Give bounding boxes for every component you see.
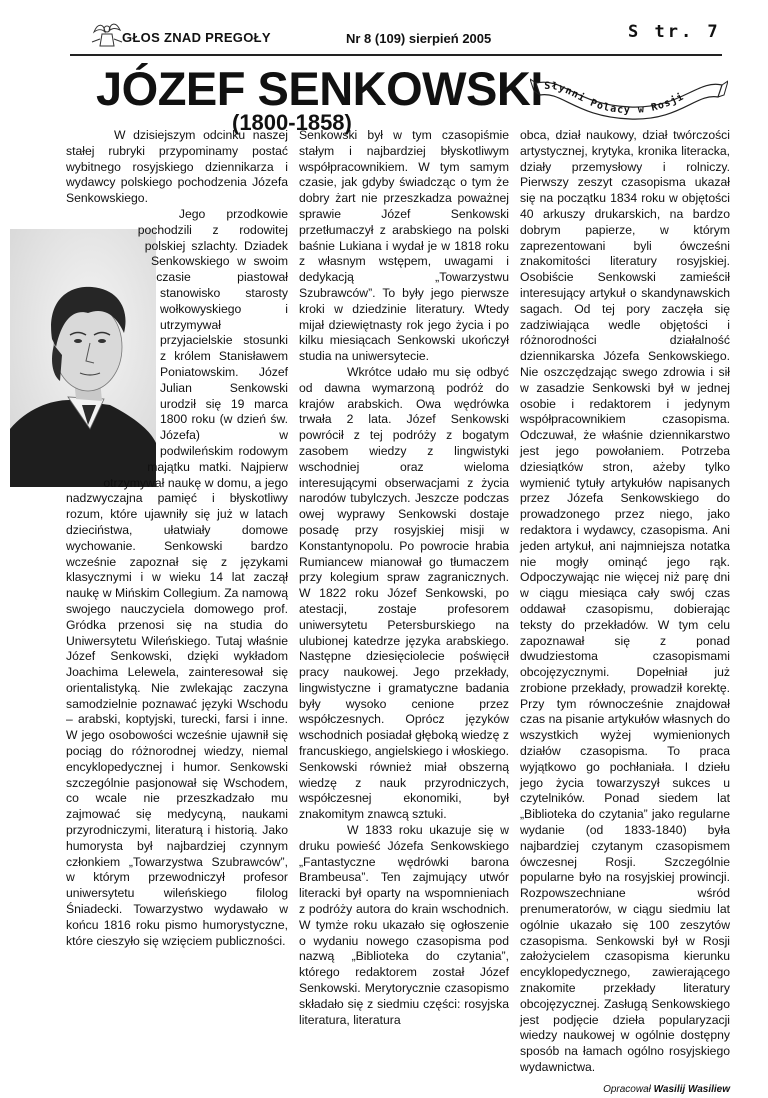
- article-column-3: [520, 128, 730, 1098]
- series-title: Słynni Polacy w Rosji: [544, 80, 687, 117]
- paragraph: Jego przodkowie pochodzili z rodowitej polskiej szlachty. Dziadek Senkowskiego w swoim czasie piastował stanowisko starosty wołkowyskiego i utrzymywał przyjacielskie stosunki z królem Stanisławem Poniatowskim. Józef Julian Senkowski urodził się 19 marca 1800 roku (w dzień św. Józefa) w podwileńskim rodowym majątku matki. Najpierw otrzymywał naukę w domu, a jego nadzwyczajna pamięć i błyskotliwy rozum, które ujawniły się już w latach dzieciństwa, ułatwiały domowe wychowanie. Senkowski bardzo wcześnie zapoznał się z językami klasycznymi i w wieku 14 lat zaczął naukę w Mińskim Collegium. Za namową swojego nauczyciela domowego prof. Gródka przenosi się na studia do Uniwersytetu Wileńskiego. Tutaj właśnie Józef Senkowski, dzięki wykładom Joachima Lelewela, zainteresował się orientalistyką. Nie zwlekając zaczyna samodzielnie poznawać języki Wschodu – arabski, koptyjski, turecki, farsi i inne. W jego osobowości wcześnie ujawnił się pociąg do różnorodnej wiedzy, niemal encyklopedycznej i humor. Senkowski szczególnie pasjonował się Wschodem, co wcale nie przeszkadzało mu zajmować się medycyną, naukami przyrodniczymi, literaturą i historią. Jako humorysta był najbardziej czynnym członkiem „Towarzystwa Szubrawców”, w którym przewodniczył profesor uniwersytetu wileńskiego filolog Śniadecki. Towarzystwo wydawało w końcu 1816 roku pismo humorystyczne, które cieszyło się wzięciem publiczności.: [66, 206, 288, 948]
- article-dates: (1800-1858): [232, 110, 352, 135]
- page-number: S tr. 7: [628, 22, 721, 42]
- angel-logo-icon: [90, 20, 124, 50]
- series-ribbon: [530, 75, 728, 127]
- author-credit: [520, 1082, 730, 1098]
- credit-label: Opracował: [603, 1083, 651, 1095]
- portrait-image: [0, 229, 156, 487]
- header-rule: [70, 54, 722, 56]
- publication-name: GŁOS ZNAD PREGOŁY: [122, 30, 271, 45]
- paragraph: W dzisiejszym odcinku naszej stałej rubryki przypominamy postać wybitnego rosyjskiego dziennikarza i wydawcy polskiego pochodzenia Józefa Senkowskiego.: [66, 128, 288, 206]
- paragraph: Senkowski był w tym czasopiśmie stałym i najbardziej błyskotliwym współpracownikiem. W tym samym czasie, jak gdyby świadcząc o tym że dobry żart nie przeszkadza poważnej sprawie Józef Senkowski przetłumaczył z arabskiego na polski baśnie Lukiana i wydał je w 1818 roku z własnym wstępem, uwagami i dedykacją „Towarzystwu Szubrawców”. To były jego pierwsze kroki w dziedzinie literatury. Wtedy mijał dziewiętnasty rok jego życia i po kilku miesiącach Senkowski ukończył studia na uniwersytecie.: [299, 128, 509, 364]
- page-header: [0, 0, 768, 62]
- paragraph: obca, dział naukowy, dział twórczości artystycznej, krytyka, kronika literacka, działy przemysłowy i rolniczy. Pierwszy zeszyt czasopisma ukazał się na początku 1834 roku w objętości 40 arkuszy drukarskich, na bardzo dobrym papierze, w którym zaprezentowani byli ówcześni znakomitości literatury rosyjskiej. Osobiście Senkowski zamieścił interesujący artykuł o skandynawskich sagach. Od tej pory zaczęła się zadziwiająca wedle objętości i różnorodności działalność dziennikarska Józefa Senkowskiego. Nie oszczędzając swego zdrowia i sił w zasadzie Senkowski był w jednej osobie i redaktorem i jedynym współpracownikiem czasopisma. Odczuwał, że właśnie dziennikarstwo jest jego powołaniem. Potrzeba dziesiątków stron, ażeby tylko wymienić tytuły artykułów napisanych przez Józefa Senkowskiego do prowadzonego przez niego, jako redaktora i wydawcy, czasopisma. Ani jeden artykuł, ani najmniejsza notatka nie mogły ominąć jego rąk. Odpoczywając nie więcej niż parę dni w ciągu miesiąca cały swój czas oddawał czasopismu, dobierając teksty do przekładów. W tym celu zapoznawał się z ponad dwudziestoma czasopismami obcojęzycznymi. Dopełniał już zrobione przekłady, prowadził korektę. Przy tym równocześnie znajdował czas na pisanie artykułów własnych do wszystkich wyżej wymienionych działów czasopisma. To praca wyjątkowo go pochłaniała. I dziełu jego życia towarzyszył sukces u czytelników. Ponad siedem lat „Biblioteka do czytania” jako regularne wydanie (od 1833-1840) była najbardziej czytanym czasopismem ówczesnej Rosji. Szczególnie popularne było na rosyjskiej prowincji. Rozpowszechniane wśród prenumeratorów, w ciągu siedmiu lat ogólnie ukazało się 100 zeszytów czasopisma. Senkowski był w Rosji założycielem czasopisma kierunku encyklopedycznego, zawierającego znakomite przekłady literatury obcojęzycznej. Zasługą Senkowskiego jest podjęcie dzieła popularyzacji wiedzy naukowej w ogólnie dostępny sposób na łamach ogólno rosyjskiego wydawnictwa.: [520, 128, 730, 1075]
- paragraph: W 1833 roku ukazuje się w druku powieść Józefa Senkowskiego „Fantastyczne wędrówki barona Brambeusa”. Ten zajmujący utwór literacki był oparty na wspomnieniach z podróży autora do krain wschodnich. W tymże roku ukazało się ogłoszenie o wydaniu nowego czasopisma pod nazwą „Biblioteka do czytania”, którego redaktorem został Józef Senkowski. Merytorycznie czasopismo składało się z siedmiu części: rosyjska literatura, literatura: [299, 823, 509, 1027]
- paragraph: Wkrótce udało mu się odbyć od dawna wymarzoną podróż do krajów arabskich. Owa wędrówka trwała 2 lata. Józef Senkowski powrócił z tej podróży z bogatym zasobem wiedzy z lingwistyki wschodniej oraz wieloma interesującymi obserwacjami z życia narodów tubylczych. Jeszcze podczas owej wyprawy Senkowski dostaje posadę przy rosyjskiej misji w Konstantynopolu. Po powrocie hrabia Rumiancew mianował go tłumaczem przy kolegium spraw zagranicznych. W 1822 roku Józef Senkowski, po atestacji, zostaje profesorem uniwersytetu Petersburskiego na ulubionej katedrze języka arabskiego. Następne dziesięciolecie poświęcił pracy naukowej. Jego przekłady, lingwistyczne i gramatyczne badania były wysoko cenione przez współczesnych. Oprócz języków wschodnich posiadał głęboką wiedzę z francuskiego, angielskiego i włoskiego. Senkowski również miał obszerną wiedzę z nauk przyrodniczych, współczesnej ekonomiki, był znakomitym znawcą sztuki.: [299, 364, 510, 822]
- credit-author: Wasilij Wasiliew: [653, 1083, 730, 1095]
- article-column-2: [299, 128, 509, 1028]
- article-column-1: [66, 128, 288, 949]
- issue-info: Nr 8 (109) sierpień 2005: [346, 31, 492, 46]
- article-title: JÓZEF SENKOWSKI: [96, 62, 543, 115]
